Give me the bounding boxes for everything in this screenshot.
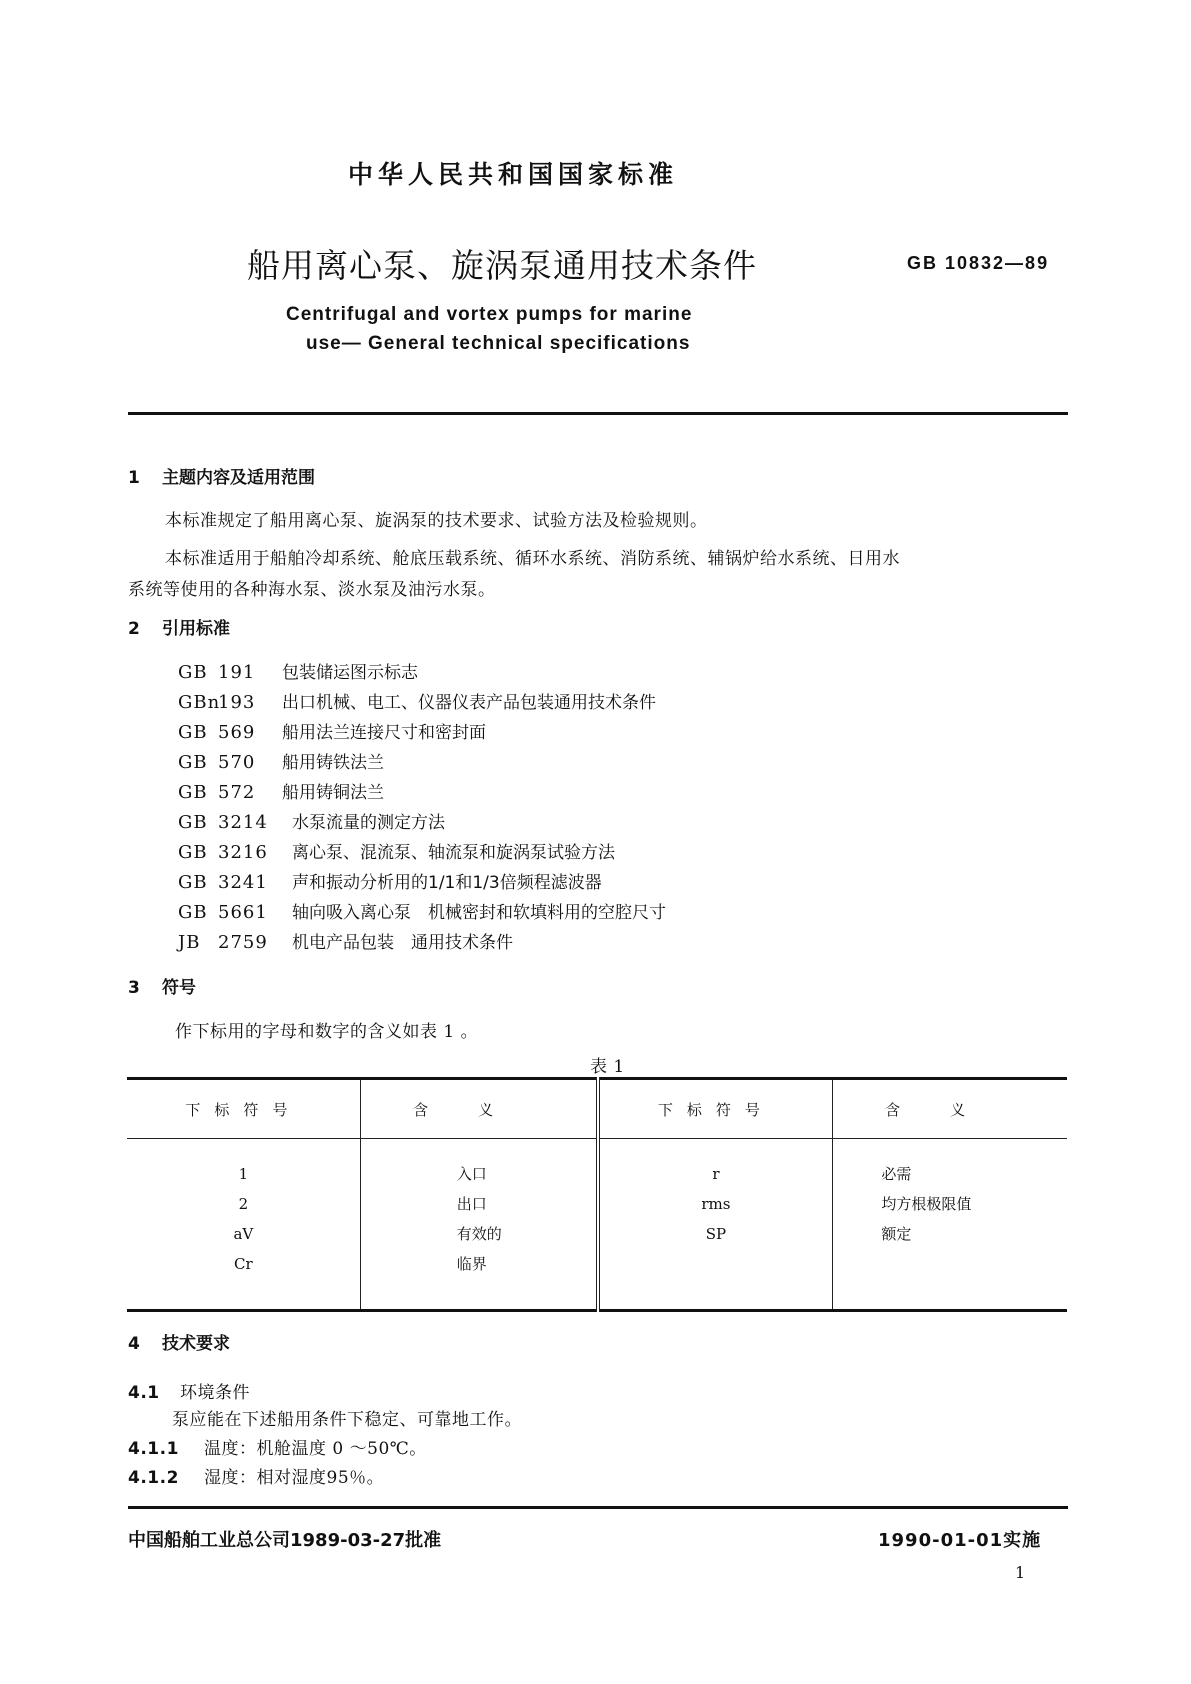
reference-item (178, 748, 384, 773)
table-symbol: SP (705, 1225, 727, 1243)
subsection-4-1-heading (128, 1378, 250, 1403)
section-number: 2 (128, 619, 140, 639)
table-symbol: rms (701, 1195, 731, 1213)
reference-number: 5661 (218, 902, 268, 923)
table-cell-symbols-left (127, 1139, 360, 1311)
approval-info: 中国船舶工业总公司1989-03-27批准 (128, 1530, 442, 1551)
section-number: 4 (128, 1334, 140, 1354)
reference-prefix: GB (178, 902, 208, 923)
subsection-title: 环境条件 (180, 1383, 250, 1403)
section-title: 符号 (162, 978, 196, 998)
reference-number: 572 (218, 782, 256, 803)
effective-date: 1990-01-01实施 (878, 1530, 1042, 1551)
reference-title: 出口机械、电工、仪器仪表产品包装通用技术条件 (282, 693, 656, 713)
reference-prefix: JB (178, 932, 201, 953)
reference-title: 机电产品包装 通用技术条件 (292, 933, 513, 953)
reference-prefix: GBn (178, 692, 221, 713)
reference-title: 轴向吸入离心泵 机械密封和软填料用的空腔尺寸 (292, 903, 666, 923)
reference-number: 193 (218, 692, 256, 713)
reference-number: 3241 (218, 872, 268, 893)
reference-item (178, 718, 486, 743)
clause-4-1-2 (128, 1463, 384, 1488)
table-cell-symbols-right (598, 1139, 833, 1311)
reference-item (178, 688, 656, 713)
section-number: 3 (128, 978, 140, 998)
document-title-en-line2: use— General technical specifications (306, 333, 691, 354)
page-number: 1 (1015, 1563, 1026, 1582)
footer-divider (128, 1506, 1068, 1509)
table-meaning: 有效的 (456, 1225, 502, 1243)
table-meaning: 额定 (881, 1225, 912, 1243)
reference-item (178, 838, 615, 863)
table-symbol: Cr (234, 1255, 253, 1273)
table-symbol: 1 (238, 1165, 249, 1183)
reference-title: 船用铸铁法兰 (282, 753, 384, 773)
table-caption: 表 1 (590, 1057, 625, 1077)
clause-number: 4.1.2 (128, 1468, 179, 1488)
section-title: 引用标准 (162, 619, 230, 639)
reference-prefix: GB (178, 662, 208, 683)
clause-text: 湿度：相对湿度95％。 (204, 1468, 385, 1488)
clause-number: 4.1.1 (128, 1439, 179, 1459)
table-header-symbol-left: 下标符号 (127, 1079, 360, 1139)
reference-prefix: GB (178, 782, 208, 803)
table-meaning: 必需 (881, 1165, 912, 1183)
table-symbol: aV (233, 1225, 254, 1243)
table-meaning: 出口 (456, 1195, 487, 1213)
section-number: 1 (128, 468, 140, 488)
section-title: 技术要求 (162, 1334, 230, 1354)
section-1-paragraph-2-line1: 本标准适用于船舶冷却系统、舱底压载系统、循环水系统、消防系统、辅锅炉给水系统、日用水 (165, 549, 900, 569)
table-cell-meanings-right (833, 1139, 1067, 1311)
section-1-paragraph-2-line2: 系统等使用的各种海水泵、淡水泵及油污水泵。 (128, 580, 496, 600)
reference-title: 船用法兰连接尺寸和密封面 (282, 723, 486, 743)
table-header-meaning-right: 含义 (833, 1079, 1067, 1139)
clause-4-1-1 (128, 1434, 427, 1459)
clause-text: 温度：机舱温度 0 ～50℃。 (204, 1439, 427, 1459)
subsection-number: 4.1 (128, 1383, 160, 1403)
section-1-paragraph-1: 本标准规定了船用离心泵、旋涡泵的技术要求、试验方法及检验规则。 (165, 511, 708, 531)
table-meaning: 均方根极限值 (881, 1195, 972, 1213)
reference-number: 3216 (218, 842, 268, 863)
reference-title: 包装储运图示标志 (282, 663, 418, 683)
section-3-paragraph: 作下标用的字母和数字的含义如表 1 。 (175, 1022, 479, 1042)
symbols-table (127, 1077, 1067, 1312)
table-meaning: 临界 (456, 1255, 487, 1273)
reference-prefix: GB (178, 812, 208, 833)
section-2-heading (128, 614, 230, 639)
country-standard-label: 中华人民共和国国家标准 (348, 160, 679, 189)
reference-prefix: GB (178, 842, 208, 863)
header-divider (128, 412, 1068, 415)
section-1-heading (128, 463, 315, 488)
table-header-symbol-right: 下标符号 (598, 1079, 833, 1139)
reference-number: 569 (218, 722, 256, 743)
section-3-heading (128, 973, 196, 998)
section-4-heading (128, 1329, 230, 1354)
reference-item (178, 928, 513, 953)
reference-item (178, 868, 602, 893)
reference-number: 570 (218, 752, 256, 773)
reference-title: 船用铸铜法兰 (282, 783, 384, 803)
reference-item (178, 808, 445, 833)
table-cell-meanings-left (360, 1139, 597, 1311)
table-symbol: r (712, 1165, 720, 1183)
reference-prefix: GB (178, 752, 208, 773)
reference-item (178, 778, 384, 803)
reference-prefix: GB (178, 722, 208, 743)
subsection-4-1-paragraph: 泵应能在下述船用条件下稳定、可靠地工作。 (172, 1410, 522, 1430)
standard-code: GB 10832—89 (907, 253, 1050, 273)
reference-number: 3214 (218, 812, 268, 833)
reference-prefix: GB (178, 872, 208, 893)
table-symbol: 2 (238, 1195, 249, 1213)
reference-title: 离心泵、混流泵、轴流泵和旋涡泵试验方法 (292, 843, 615, 863)
reference-number: 191 (218, 662, 256, 683)
table-header-meaning-left: 含义 (360, 1079, 597, 1139)
reference-item (178, 898, 666, 923)
reference-title: 声和振动分析用的1/1和1/3倍频程滤波器 (292, 873, 602, 893)
document-title-en-line1: Centrifugal and vortex pumps for marine (286, 304, 693, 325)
document-title-cn: 船用离心泵、旋涡泵通用技术条件 (247, 246, 757, 285)
section-title: 主题内容及适用范围 (162, 468, 315, 488)
table-meaning: 入口 (456, 1165, 487, 1183)
reference-item (178, 658, 418, 683)
reference-title: 水泵流量的测定方法 (292, 813, 445, 833)
reference-number: 2759 (218, 932, 268, 953)
